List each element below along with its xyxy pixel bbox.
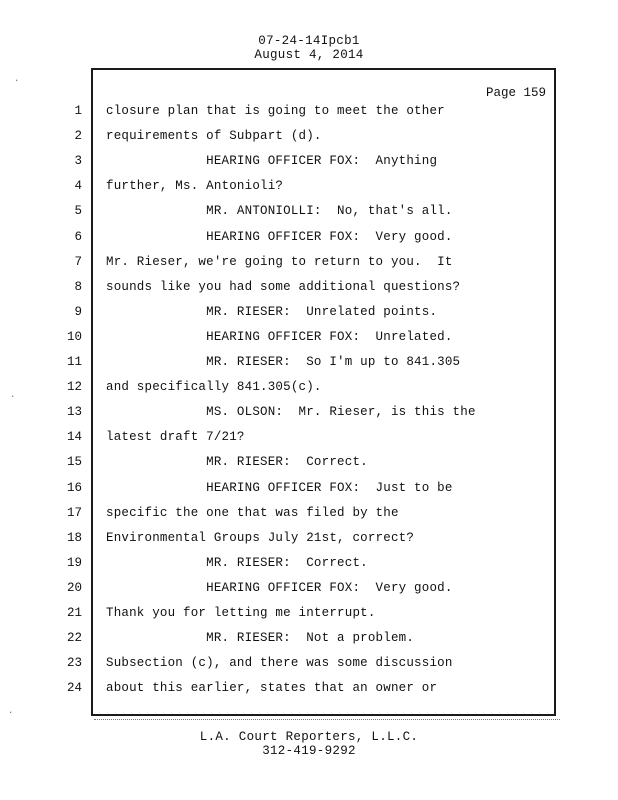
line-text: MR. RIESER: Unrelated points. <box>106 304 438 319</box>
transcript-line <box>0 305 560 325</box>
line-number: 10 <box>66 329 82 344</box>
line-number: 16 <box>66 480 82 495</box>
line-number: 14 <box>66 430 82 445</box>
line-text: about this earlier, states that an owner or <box>106 681 438 696</box>
scan-speck: · <box>10 392 16 402</box>
transcript-line <box>0 506 560 526</box>
line-text: MR. RIESER: Correct. <box>106 555 368 570</box>
document-header-id: 07-24-14Ipcb1 <box>258 34 360 48</box>
transcript-line <box>0 280 560 300</box>
line-text: Thank you for letting me interrupt. <box>106 606 376 620</box>
line-number: 21 <box>66 606 82 620</box>
line-text: latest draft 7/21? <box>106 430 245 445</box>
transcript-line <box>0 204 560 224</box>
transcript-line <box>0 330 560 350</box>
line-number: 9 <box>74 304 82 319</box>
line-text: MR. RIESER: So I'm up to 841.305 <box>106 355 461 369</box>
transcript-line <box>0 405 560 425</box>
line-text: specific the one that was filed by the <box>106 505 399 520</box>
line-number: 13 <box>66 405 82 420</box>
page-number-label: Page 159 <box>485 86 546 100</box>
line-number: 5 <box>74 204 82 219</box>
transcript-line <box>0 606 560 626</box>
transcript-line <box>0 179 560 199</box>
line-text: requirements of Subpart (d). <box>106 129 322 144</box>
line-number: 18 <box>66 530 82 545</box>
line-text: HEARING OFFICER FOX: Anything <box>106 154 438 169</box>
line-number: 2 <box>74 129 82 144</box>
line-text: and specifically 841.305(c). <box>106 380 322 395</box>
footer-phone: 312-419-9292 <box>262 744 356 758</box>
line-number: 1 <box>74 104 82 118</box>
frame-scan-edge <box>94 716 560 720</box>
footer-reporter-name: L.A. Court Reporters, L.L.C. <box>199 730 419 744</box>
transcript-line <box>0 104 560 124</box>
line-number: 7 <box>74 254 82 269</box>
line-number: 11 <box>66 355 82 369</box>
scan-speck: · <box>14 76 20 86</box>
line-text: MR. RIESER: Correct. <box>106 455 368 470</box>
line-number: 12 <box>66 380 82 395</box>
line-text: HEARING OFFICER FOX: Very good. <box>106 229 453 244</box>
transcript-line <box>0 154 560 174</box>
document-header-date: August 4, 2014 <box>254 48 364 62</box>
transcript-line <box>0 355 560 375</box>
transcript-line <box>0 631 560 651</box>
transcript-line <box>0 656 560 676</box>
transcript-line <box>0 556 560 576</box>
line-number: 17 <box>66 505 82 520</box>
transcript-line <box>0 230 560 250</box>
line-text: sounds like you had some additional questions? <box>106 279 461 294</box>
line-number: 22 <box>66 631 82 646</box>
line-text: further, Ms. Antonioli? <box>106 179 284 194</box>
transcript-line <box>0 681 560 701</box>
transcript-line <box>0 380 560 400</box>
line-number: 23 <box>66 656 82 671</box>
line-number: 15 <box>66 455 82 470</box>
transcript-line <box>0 255 560 275</box>
line-text: MR. RIESER: Not a problem. <box>106 631 415 646</box>
transcript-line <box>0 481 560 501</box>
transcript-line <box>0 129 560 149</box>
line-text: HEARING OFFICER FOX: Very good. <box>106 580 453 595</box>
line-text: Mr. Rieser, we're going to return to you. It <box>106 254 453 269</box>
line-number: 4 <box>74 179 82 194</box>
line-number: 24 <box>66 681 82 696</box>
line-text: Environmental Groups July 21st, correct? <box>106 530 415 545</box>
line-number: 6 <box>74 229 82 244</box>
transcript-line <box>0 430 560 450</box>
line-number: 19 <box>66 555 82 570</box>
transcript-line <box>0 531 560 551</box>
line-text: Subsection (c), and there was some discussion <box>106 656 453 671</box>
line-text: closure plan that is going to meet the other <box>106 104 445 118</box>
line-text: MR. ANTONIOLLI: No, that's all. <box>106 204 453 219</box>
line-text: HEARING OFFICER FOX: Unrelated. <box>106 329 453 344</box>
line-text: MS. OLSON: Mr. Rieser, is this the <box>106 405 476 420</box>
line-text: HEARING OFFICER FOX: Just to be <box>106 480 453 495</box>
scan-speck: · <box>8 708 14 718</box>
transcript-line <box>0 581 560 601</box>
line-number: 8 <box>74 279 82 294</box>
transcript-line <box>0 455 560 475</box>
line-number: 20 <box>66 580 82 595</box>
line-number: 3 <box>74 154 82 169</box>
